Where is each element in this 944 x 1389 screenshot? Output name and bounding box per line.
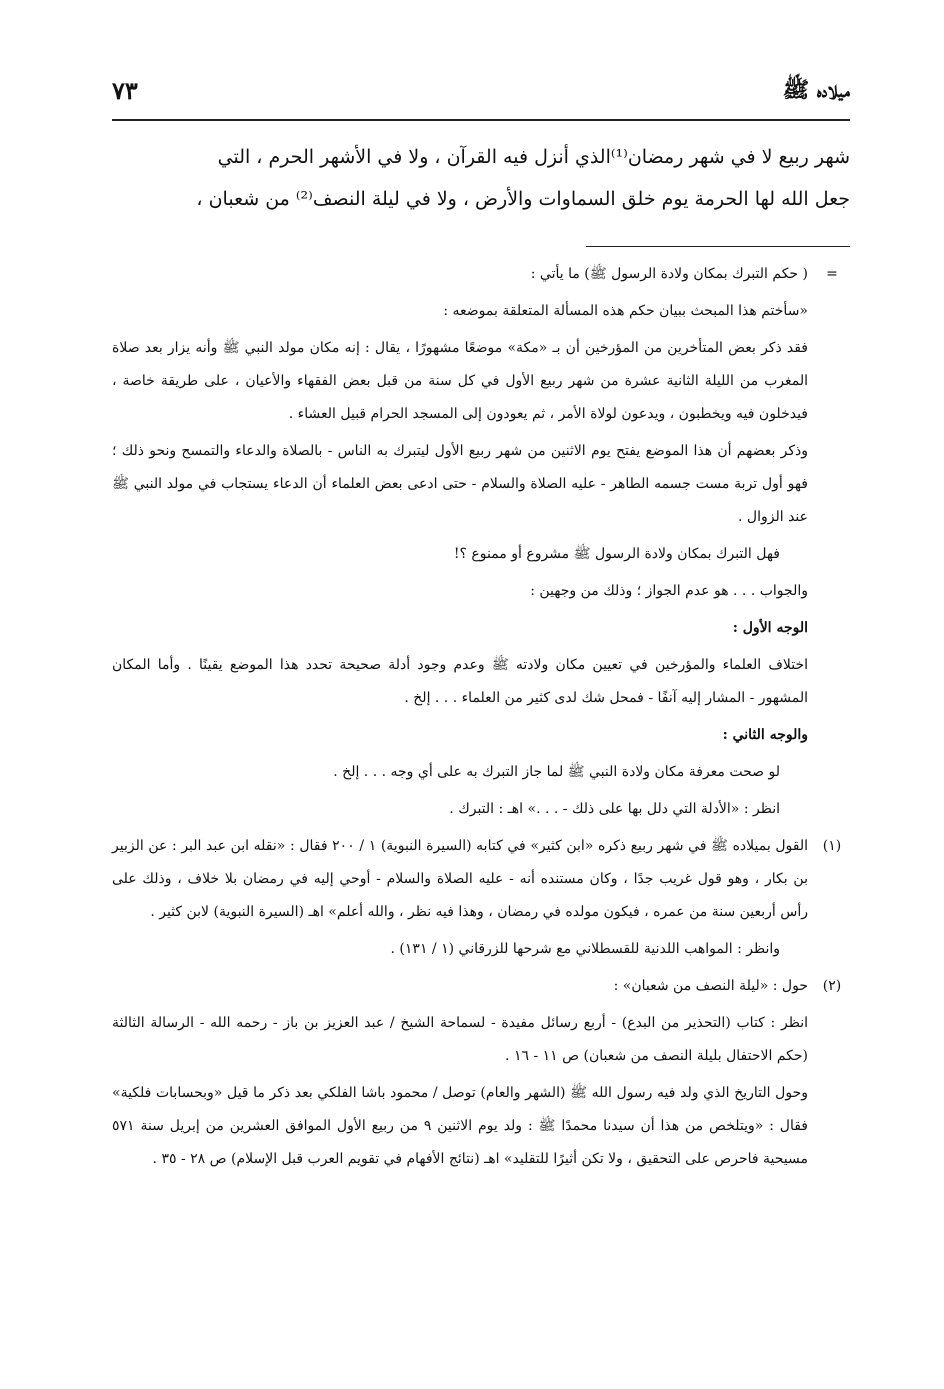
footnote-paragraph: ( حكم التبرك بمكان ولادة الرسول ﷺ) ما يأتي : (530, 266, 808, 282)
footnote-paragraph: انظر : كتاب (التحذير من البدع) - أربع رسائل مفيدة - لسماحة الشيخ / عبد العزيز بن باز - رحمه الله - الرسالة الثالثة (حكم الاحتفال بليلة النصف من شعبان) ص ١١ - ١٦ . (112, 1015, 808, 1064)
footnote-paragraph: «سأختم هذا المبحث ببيان حكم هذه المسألة المتعلقة بموضعه : (443, 303, 808, 319)
footnote-paragraph: فهل التبرك بمكان ولادة الرسول ﷺ مشروع أو ممنوع ؟! (453, 546, 780, 562)
footnote-paragraph: وانظر : المواهب اللدنية للقسطلاني مع شرحها للزرقاني (١ / ١٣١) . (390, 941, 780, 957)
footnote-continuation (112, 258, 850, 826)
footnote-paragraph: انظر : «الأدلة التي دلل بها على ذلك - . . .» اهـ : التبرك . (449, 801, 780, 817)
footnote-marker: (٢) (822, 978, 842, 994)
main-line-1: شهر ربيع لا في شهر رمضان⁽¹⁾الذي أنزل فيه القرآن ، ولا في الأشهر الحرم ، التي (217, 146, 850, 168)
header-rule (112, 119, 850, 121)
page-number: ٧٣ (112, 76, 138, 105)
footnote-paragraph: اختلاف العلماء والمؤرخين في تعيين مكان ولادته ﷺ وعدم وجود أدلة صحيحة تحدد هذا الموضع يقينًا . وأما المكان المشهور - المشار إليه آنفًا - فمحل شك لدى كثير من العلماء . . . إلخ . (112, 657, 808, 706)
footnote-marker: (١) (822, 838, 842, 854)
footnote-2 (112, 970, 850, 1176)
footnote-paragraph: وحول التاريخ الذي ولد فيه رسول الله ﷺ (الشهر والعام) توصل / محمود باشا الفلكي بعد ذكر ما قيل «وبحسابات فلكية» فقال : «ويتلخص من هذا أن سيدنا محمدًا ﷺ : ولد يوم الاثنين ٩ من ربيع الأول الموافق العشرين من إبريل سنة ٥٧١ مسيحية فاحرص على التحقيق ، ولا تكن أثيرًا للتقليد» اهـ (نتائج الأفهام في تقويم العرب قبل الإسلام) ص ٢٨ - ٣٥ . (112, 1085, 809, 1167)
footnote-paragraph: لو صحت معرفة مكان ولادة النبي ﷺ لما جاز التبرك به على أي وجه . . . إلخ . (333, 764, 780, 780)
footnote-paragraph: القول بميلاده ﷺ في شهر ربيع ذكره «ابن كثير» في كتابه (السيرة النبوية) ١ / ٢٠٠ فقال : «نقله ابن عبد البر : عن الزبير بن بكار ، وهو قول غريب جدًا ، وكان مستنده أنه - عليه الصلاة والسلام - أوحي إليه في رمضان بلا خلاف ، وذلك على رأس أربعين سنة من عمره ، فيكون مولده في رمضان ، وهذا فيه نظر ، والله أعلم» اهـ (السيرة النبوية) لابن كثير . (112, 838, 808, 920)
footnote-paragraph: حول : «ليلة النصف من شعبان» : (613, 978, 808, 994)
footnote-1 (112, 830, 850, 966)
main-text (112, 136, 850, 220)
footnote-separator (586, 246, 850, 247)
footnote-paragraph: والجواب . . . هو عدم الجواز ؛ وذلك من وجهين : (530, 583, 808, 599)
footnote-paragraph: فقد ذكر بعض المتأخرين من المؤرخين أن بـ «مكة» موضعًا مشهورًا ، يقال : إنه مكان مولد النبي ﷺ وأنه يزار بعد صلاة المغرب من الليلة الثانية عشرة من شهر ربيع الأول في كل سنة من قبل بعض الفقهاء والأعيان ، على طريقة خاصة ، فيدخلون فيه ويخطبون ، ويدعون لولاة الأمر ، ثم يعودون إلى المسجد الحرام قبيل العشاء . (112, 340, 809, 422)
footnote-marker: = (826, 266, 838, 282)
footnote-paragraph: وذكر بعضهم أن هذا الموضع يفتح يوم الاثنين من شهر ربيع الأول ليتبرك به الناس - بالصلاة والدعاء والتمسح ونحو ذلك ؛ فهو أول تربة مست جسمه الطاهر - عليه الصلاة والسلام - حتى ادعى بعض العلماء أن الدعاء يستجاب في مولد النبي ﷺ عند الزوال . (112, 443, 808, 525)
footnotes (112, 258, 850, 1180)
footnote-heading: الوجه الأول : (732, 620, 808, 636)
chapter-title: ميلاده ﷺ (782, 77, 850, 103)
main-line-2: جعل الله لها الحرمة يوم خلق السماوات والأرض ، ولا في ليلة النصف⁽²⁾ من شعبان ، (196, 188, 850, 210)
footnote-heading: والوجه الثاني : (722, 727, 808, 743)
running-header (112, 72, 850, 116)
